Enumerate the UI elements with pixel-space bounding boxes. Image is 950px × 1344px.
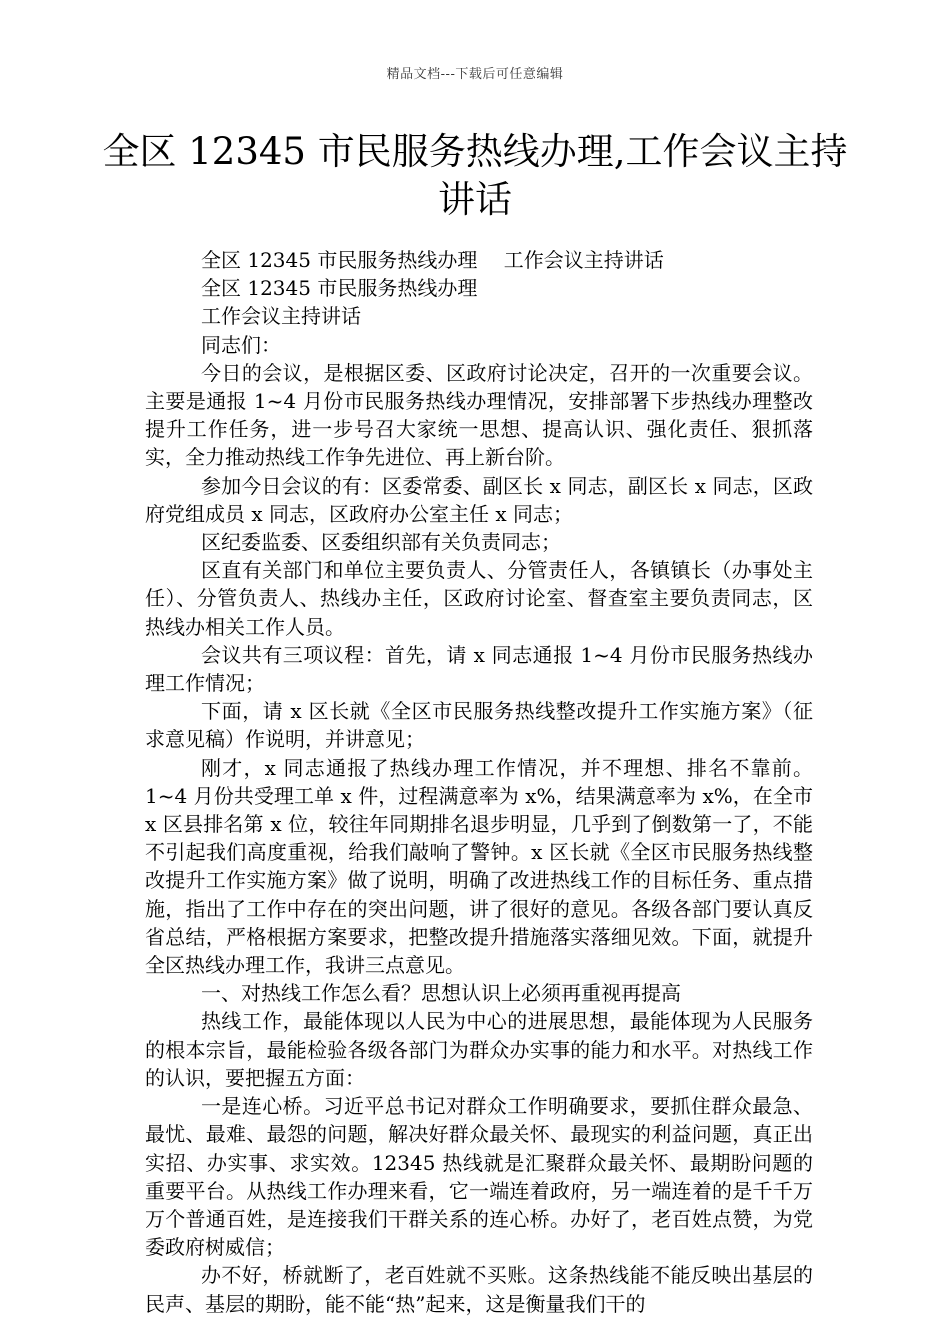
subtitle-line: 全区 12345 市民服务热线办理 工作会议主持讲话 <box>201 248 664 272</box>
section-heading: 一、对热线工作怎么看？思想认识上必须再重视再提高 <box>201 981 681 1006</box>
body-paragraph: 办不好，桥就断了，老百姓就不买账。这条热线能不能反映出基层的民声、基层的期盼，能不能“热”起来，这是衡量我们干的 <box>145 1263 813 1316</box>
body-paragraph: 区纪委监委、区委组织部有关负责同志； <box>201 530 561 555</box>
subtitle-line: 全区 12345 市民服务热线办理 <box>201 276 478 301</box>
body-paragraph: 一是连心桥。习近平总书记对群众工作明确要求，要抓住群众最急、最忧、最难、最怨的问题，解决好群众最关怀、最现实的利益问题，真正出实招、办实事、求实效。12345 热线就是汇聚群众最关怀、最期盼问题的重要平台。从热线工作办理来看，它一端连着政府，另一端连着的是千千万万个普通百姓，是连接我们干群关系的连心桥。办好了，老百姓点赞，为党委政府树威信； <box>145 1094 813 1260</box>
body-paragraph: 会议共有三项议程：首先，请 x 同志通报 1~4 月份市民服务热线办理工作情况； <box>145 642 813 696</box>
body-paragraph: 刚才，x 同志通报了热线办理工作情况，并不理想、排名不靠前。1~4 月份共受理工单 x 件，过程满意率为 x%，结果满意率为 x%，在全市 x 区县排名第 x 位，较往年同期排名退步明显，几乎到了倒数第一了，不能不引起我们高度重视，给我们敲响了警钟。x 区长就《全区市民服务热线整改提升工作实施方案》做了说明，明确了改进热线工作的目标任务、重点措施，指出了工作中存在的突出问题，讲了很好的意见。各级各部门要认真反省总结，严格根据方案要求，把整改提升措施落实落细见效。下面，就提升全区热线办理工作，我讲三点意见。 <box>145 755 813 978</box>
subtitle-line: 工作会议主持讲话 <box>201 304 361 329</box>
body-paragraph: 区直有关部门和单位主要负责人、分管责任人，各镇镇长（办事处主任）、分管负责人、热线办主任，区政府讨论室、督查室主要负责同志，区热线办相关工作人员。 <box>145 558 813 639</box>
salutation: 同志们： <box>201 332 281 357</box>
body-paragraph: 参加今日会议的有：区委常委、副区长 x 同志，副区长 x 同志，区政府党组成员 x 同志，区政府办公室主任 x 同志； <box>145 473 813 526</box>
body-paragraph: 今日的会议，是根据区委、区政府讨论决定，召开的一次重要会议。主要是通报 1~4 月份市民服务热线办理情况，安排部署下步热线办理整改提升工作任务，进一步号召大家统一思想、提高认识、强化责任、狠抓落实，全力推动热线工作争先进位、再上新台阶。 <box>145 360 813 470</box>
document-title: 全区 12345 市民服务热线办理,工作会议主持讲话 <box>102 130 848 221</box>
document-body <box>145 246 813 1318</box>
page-header: 精品文档---下载后可任意编辑 <box>386 67 564 82</box>
body-paragraph: 热线工作，最能体现以人民为中心的进展思想，最能体现为人民服务的根本宗旨，最能检验各级各部门为群众办实事的能力和水平。对热线工作的认识，要把握五方面： <box>145 1009 813 1090</box>
body-paragraph: 下面，请 x 区长就《全区市民服务热线整改提升工作实施方案》（征求意见稿）作说明，并讲意见； <box>145 699 813 752</box>
